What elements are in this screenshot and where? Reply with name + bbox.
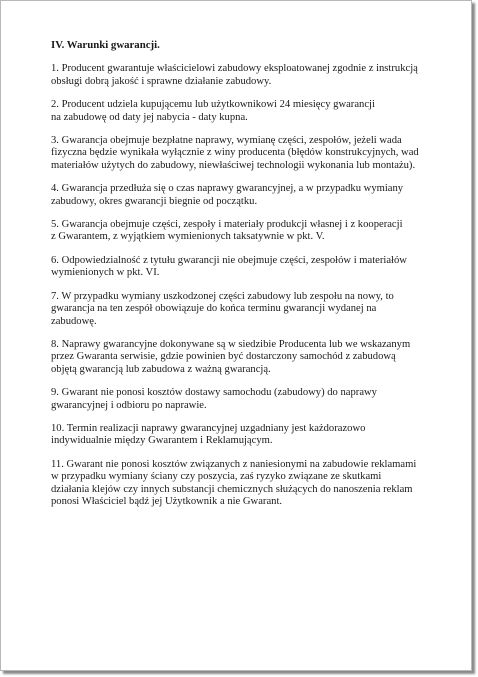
paragraph-line: 6. Odpowiedzialność z tytułu gwarancji nie obejmuje części, zespołów i materiałów [51, 254, 407, 266]
paragraph-2 [51, 99, 451, 124]
paragraph-line: wymienionych w pkt. VI. [51, 267, 160, 279]
paragraph-line: objętą gwarancją lub zabudowa z ważną gwarancją. [51, 363, 271, 375]
paragraph-line: 4. Gwarancja przedłuża się o czas naprawy gwarancyjnej, a w przypadku wymiany [51, 183, 404, 195]
document-content [51, 39, 451, 519]
paragraph-line: w przypadku wymiany ściany czy poszycia, zaś ryzyko związane ze skutkami [51, 471, 382, 483]
paragraph-8 [51, 339, 451, 376]
paragraph-line: zabudowę. [51, 315, 97, 327]
paragraph-line: obsługi dobrą jakość i sprawne działanie zabudowy. [51, 75, 272, 87]
paragraph-line: 1. Producent gwarantuje właścicielowi zabudowy eksploatowanej zgodnie z instrukcją [51, 63, 418, 75]
paragraph-5 [51, 219, 451, 244]
paragraph-1 [51, 63, 451, 88]
paragraph-line: 7. W przypadku wymiany uszkodzonej części zabudowy lub zespołu na nowy, to [51, 290, 394, 302]
paragraph-line: zabudowy, okres gwarancji biegnie od początku. [51, 195, 258, 207]
paragraph-line: przez Gwaranta serwisie, gdzie powinien być dostarczony samochód z zabudową [51, 351, 396, 363]
paragraph-line: indywidualnie między Gwarantem i Reklamującym. [51, 435, 273, 447]
paragraph-6 [51, 255, 451, 280]
paragraph-line: gwarancja na ten zespół obowiązuje do końca terminu gwarancji wydanej na [51, 303, 377, 315]
paragraph-line: 3. Gwarancja obejmuje bezpłatne naprawy, wymianę części, zespołów, jeżeli wada [51, 135, 402, 147]
paragraph-line: 2. Producent udziela kupującemu lub użytkownikowi 24 miesięcy gwarancji [51, 99, 375, 111]
paragraph-3 [51, 135, 451, 172]
paragraph-11 [51, 459, 451, 509]
paragraph-line: działania klejów czy innych substancji chemicznych służących do nanoszenia reklam [51, 483, 413, 495]
section-heading: IV. Warunki gwarancji. [51, 39, 160, 51]
paragraph-line: 11. Gwarant nie ponosi kosztów związanych z naniesionymi na zabudowie reklamami [51, 458, 417, 470]
paragraph-4 [51, 183, 451, 208]
paragraph-line: fizyczna będzie wynikała wyłącznie z winy producenta (błędów konstrukcyjnych, wad [51, 147, 419, 159]
paragraph-line: materiałów użytych do zabudowy, niewłaściwej technologii wykonania lub montażu). [51, 159, 416, 171]
paragraph-line: z Gwarantem, z wyjątkiem wymienionych taksatywnie w pkt. V. [51, 231, 325, 243]
paragraph-line: 5. Gwarancja obejmuje części, zespoły i materiały produkcji własnej i z kooperacji [51, 219, 403, 231]
paragraph-line: 9. Gwarant nie ponosi kosztów dostawy samochodu (zabudowy) do naprawy [51, 387, 377, 399]
paragraph-line: gwarancyjnej i odbioru po naprawie. [51, 399, 207, 411]
paragraph-7 [51, 291, 451, 328]
paragraph-line: na zabudowę od daty jej nabycia - daty kupna. [51, 111, 248, 123]
paragraph-line: 8. Naprawy gwarancyjne dokonywane są w siedzibie Producenta lub we wskazanym [51, 338, 411, 350]
paragraph-line: ponosi Właściciel bądź jej Użytkownik a nie Gwarant. [51, 495, 283, 507]
paragraph-9 [51, 387, 451, 412]
paragraph-10 [51, 423, 451, 448]
paragraph-line: 10. Termin realizacji naprawy gwarancyjnej uzgadniany jest każdorazowo [51, 422, 366, 434]
